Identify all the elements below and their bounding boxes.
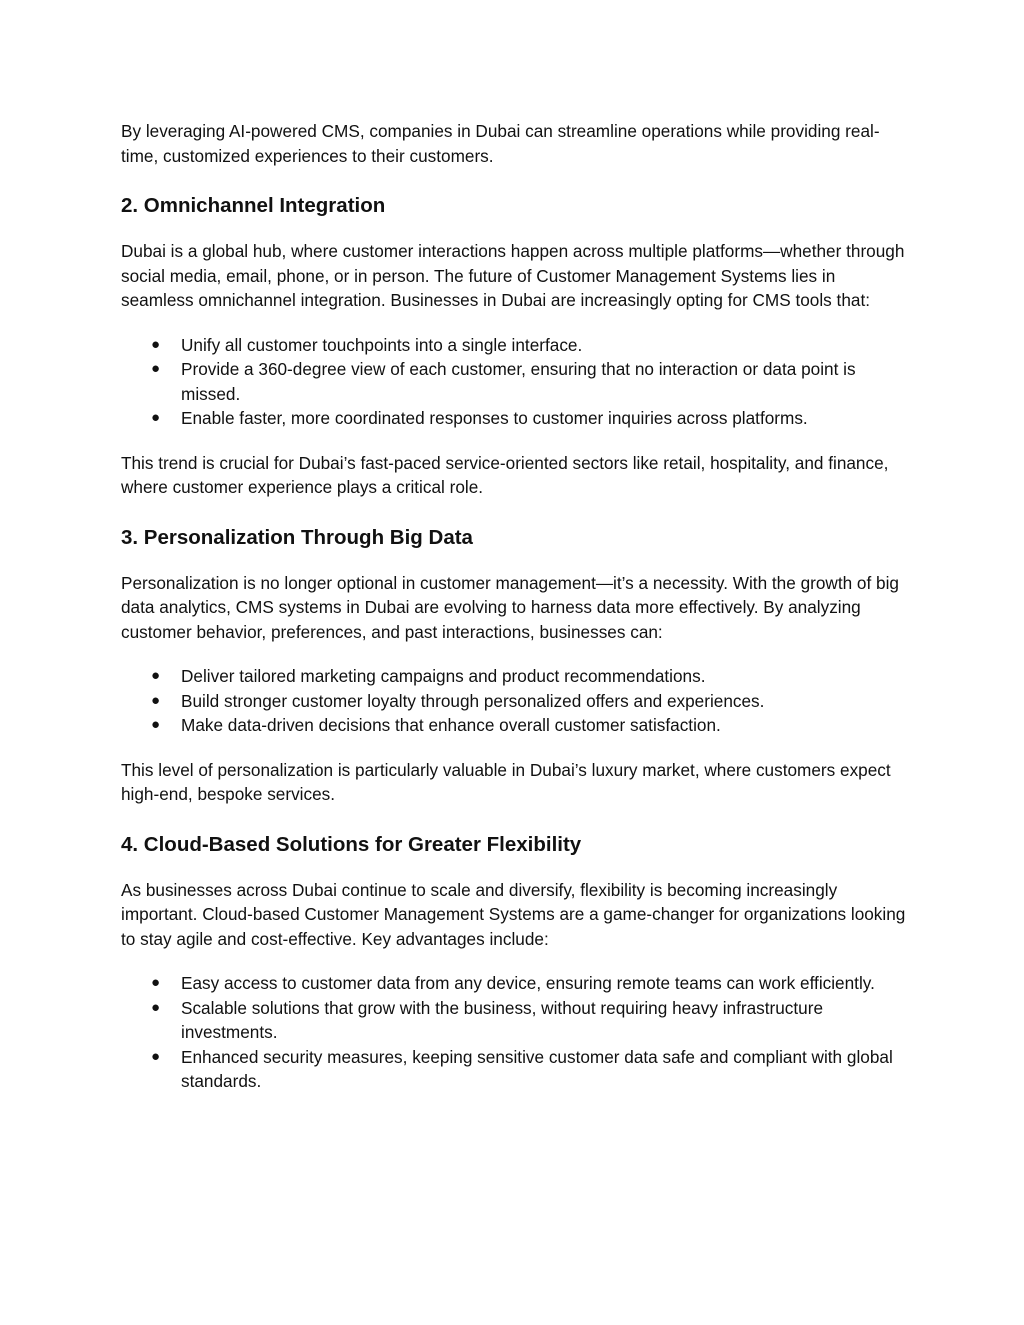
bullet-list [121,664,911,738]
list-item-text: Unify all customer touchpoints into a single interface. [181,334,583,355]
list-item-text: Deliver tailored marketing campaigns and product recommendations. [181,666,706,686]
list-item [121,664,911,689]
bullet-icon: ● [151,998,161,1016]
section-heading: 3. Personalization Through Big Data [121,525,473,549]
bullet-list [121,971,911,1094]
list-item [121,357,911,406]
list-item [121,713,911,738]
list-item-text: Easy access to customer data from any device, ensuring remote teams can work efficiently. [181,973,875,993]
section-intro-paragraph: Personalization is no longer optional in customer management—it’s a necessity. With the growth of big data analytics, CMS systems in Dubai are evolving to harness data more effectively. By analyzing customer behavior, preferences, and past interactions, businesses can: [121,572,899,642]
bullet-icon: ● [151,409,161,426]
section-intro-paragraph: As businesses across Dubai continue to scale and diversify, flexibility is becoming increasingly important. Cloud-based Customer Management Systems are a game-changer for organizations looking to stay agile and cost-effective. Key advantages include: [121,879,906,949]
bullet-icon: ● [151,716,161,733]
document-page [121,119,911,1094]
bullet-list [121,333,911,431]
bullet-icon: ● [151,1047,161,1065]
bullet-icon: ● [151,667,161,684]
list-item [121,406,911,431]
list-item [121,333,911,358]
list-item-text: Make data-driven decisions that enhance overall customer satisfaction. [181,715,721,735]
list-item-text: Build stronger customer loyalty through personalized offers and experiences. [181,690,765,711]
bullet-icon: ● [151,360,161,377]
section-heading: 4. Cloud-Based Solutions for Greater Flexibility [121,832,582,856]
list-item-text: Provide a 360-degree view of each customer, ensuring that no interaction or data point is missed. [181,359,856,404]
list-item-text: Enhanced security measures, keeping sensitive customer data safe and compliant with global standards. [181,1046,893,1091]
bullet-icon: ● [151,974,161,991]
bullet-icon: ● [151,335,161,353]
list-item-text: Scalable solutions that grow with the business, without requiring heavy infrastructure investments. [181,997,824,1042]
bullet-icon: ● [151,691,161,709]
section-heading: 2. Omnichannel Integration [121,194,386,217]
intro-paragraph: By leveraging AI-powered CMS, companies in Dubai can streamline operations while providing real-time, customized experiences to their customers. [121,121,880,166]
list-item [121,996,911,1045]
section-closing-paragraph: This trend is crucial for Dubai’s fast-paced service-oriented sectors like retail, hospitality, and finance, where customer experience plays a critical role. [121,452,889,497]
list-item [121,1045,911,1094]
list-item [121,971,911,996]
section-closing-paragraph: This level of personalization is particularly valuable in Dubai’s luxury market, where customers expect high-end, bespoke services. [121,759,891,804]
list-item [121,689,911,714]
list-item-text: Enable faster, more coordinated responses to customer inquiries across platforms. [181,408,808,428]
section-intro-paragraph: Dubai is a global hub, where customer interactions happen across multiple platforms—whether through social media, email, phone, or in person. The future of Customer Management Systems lies in seamless omnichannel integration. Businesses in Dubai are increasingly opting for CMS tools that: [121,241,905,310]
